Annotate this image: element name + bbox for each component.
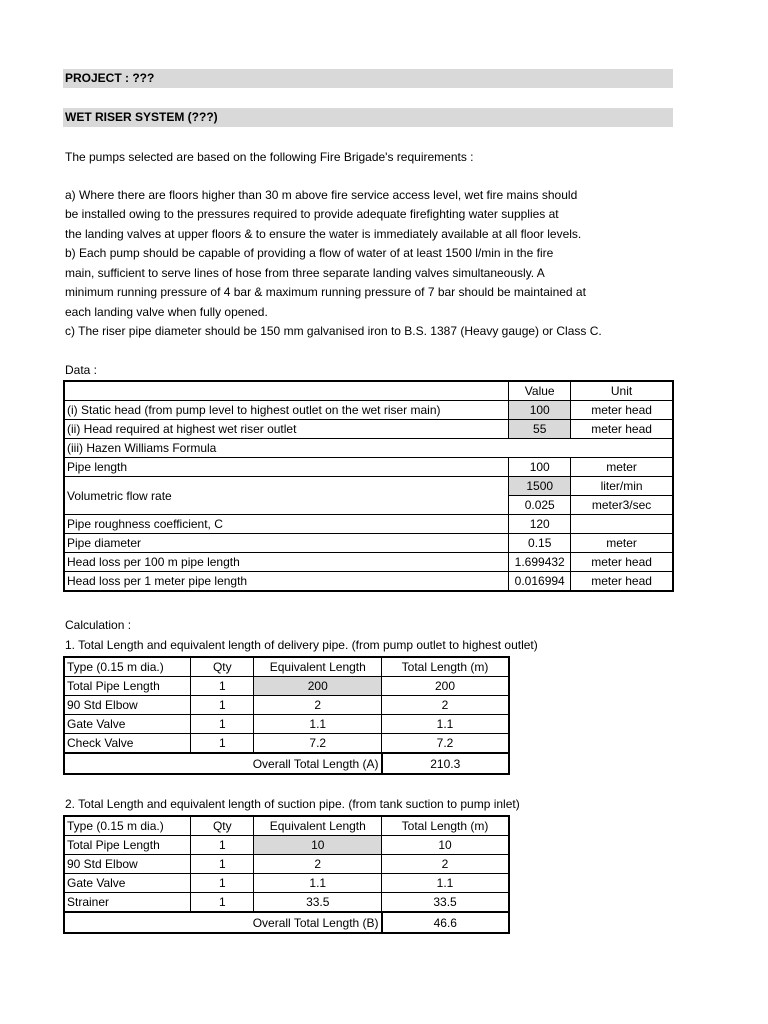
cell-total: 7.2: [382, 734, 509, 754]
calculation-label: Calculation :: [65, 618, 132, 632]
col-header: Equivalent Length: [254, 657, 382, 677]
project-header: PROJECT : ???: [63, 69, 673, 88]
suction-table: [63, 815, 510, 934]
table-row: [64, 696, 509, 715]
cell-total: 1.1: [382, 715, 509, 734]
col-header-unit: Unit: [571, 381, 673, 401]
table-row: [64, 893, 509, 913]
row-unit: meter head: [571, 553, 673, 572]
row-value: 100: [509, 401, 571, 420]
cell-equiv: 33.5: [254, 893, 382, 913]
cell-equiv: 1.1: [254, 715, 382, 734]
cell-type: Gate Valve: [64, 715, 191, 734]
table-row: [64, 477, 673, 496]
cell-type: Strainer: [64, 893, 191, 913]
col-header: Total Length (m): [382, 816, 509, 836]
table-row: [64, 677, 509, 696]
row-value: 0.025: [509, 496, 571, 515]
table-row: [64, 381, 673, 401]
cell-qty: 1: [191, 734, 254, 754]
requirement-line: minimum running pressure of 4 bar & maximum running pressure of 7 bar should be maintained at: [65, 285, 586, 299]
row-unit: meter: [571, 534, 673, 553]
row-value: 1500: [509, 477, 571, 496]
cell-qty: 1: [191, 874, 254, 893]
row-label: Pipe length: [64, 458, 509, 477]
table-row: [64, 753, 509, 774]
total-value: 210.3: [382, 753, 509, 774]
col-header-value: Value: [509, 381, 571, 401]
cell-qty: 1: [191, 855, 254, 874]
row-value: 120: [509, 515, 571, 534]
cell-qty: 1: [191, 836, 254, 855]
row-label: (iii) Hazen Williams Formula: [64, 439, 673, 458]
row-label: Pipe diameter: [64, 534, 509, 553]
col-header: Type (0.15 m dia.): [64, 657, 191, 677]
table-row: [64, 912, 509, 933]
system-header: WET RISER SYSTEM (???): [63, 108, 673, 127]
table-row: [64, 515, 673, 534]
cell-equiv: 1.1: [254, 874, 382, 893]
data-table: [63, 380, 674, 592]
row-unit: meter3/sec: [571, 496, 673, 515]
cell-qty: 1: [191, 715, 254, 734]
row-value: 0.15: [509, 534, 571, 553]
data-label: Data :: [65, 363, 98, 377]
row-value: 55: [509, 420, 571, 439]
table-row: [64, 553, 673, 572]
row-value: 0.016994: [509, 572, 571, 592]
table-row: [64, 734, 509, 754]
table-row: [64, 401, 673, 420]
cell-equiv: 7.2: [254, 734, 382, 754]
suction-title: 2. Total Length and equivalent length of suction pipe. (from tank suction to pump inlet): [65, 797, 520, 811]
table-row: [64, 836, 509, 855]
delivery-title: 1. Total Length and equivalent length of delivery pipe. (from pump outlet to highest outlet): [65, 638, 538, 652]
table-row: [64, 439, 673, 458]
cell-qty: 1: [191, 696, 254, 715]
row-value: 100: [509, 458, 571, 477]
cell-qty: 1: [191, 893, 254, 913]
row-label: Head loss per 1 meter pipe length: [64, 572, 509, 592]
table-row: [64, 816, 509, 836]
table-row: [64, 458, 673, 477]
col-header: Total Length (m): [382, 657, 509, 677]
row-label: Pipe roughness coefficient, C: [64, 515, 509, 534]
delivery-table: [63, 656, 510, 775]
cell-total: 1.1: [382, 874, 509, 893]
requirement-line: b) Each pump should be capable of providing a flow of water of at least 1500 l/min in the fire: [65, 246, 554, 260]
col-header: Type (0.15 m dia.): [64, 816, 191, 836]
cell-total: 2: [382, 696, 509, 715]
requirement-line: the landing valves at upper floors & to ensure the water is immediately available at all floor levels.: [65, 227, 582, 241]
table-row: [64, 874, 509, 893]
table-row: [64, 420, 673, 439]
table-row: [64, 657, 509, 677]
row-label: Volumetric flow rate: [64, 477, 509, 515]
row-unit: meter head: [571, 572, 673, 592]
row-unit: liter/min: [571, 477, 673, 496]
cell-equiv: 2: [254, 855, 382, 874]
cell-type: Total Pipe Length: [64, 836, 191, 855]
requirement-line: main, sufficient to serve lines of hose from three separate landing valves simultaneously. A: [65, 266, 545, 280]
col-header: Equivalent Length: [254, 816, 382, 836]
row-unit: [571, 515, 673, 534]
table-row: [64, 572, 673, 592]
row-label: (i) Static head (from pump level to highest outlet on the wet riser main): [64, 401, 509, 420]
col-header: Qty: [191, 657, 254, 677]
cell-type: Check Valve: [64, 734, 191, 754]
cell-equiv: 10: [254, 836, 382, 855]
total-label: Overall Total Length (B): [64, 912, 382, 933]
row-value: 1.699432: [509, 553, 571, 572]
cell-type: Gate Valve: [64, 874, 191, 893]
cell-total: 33.5: [382, 893, 509, 913]
total-label: Overall Total Length (A): [64, 753, 382, 774]
row-unit: meter head: [571, 401, 673, 420]
col-header: Qty: [191, 816, 254, 836]
table-row: [64, 855, 509, 874]
total-value: 46.6: [382, 912, 509, 933]
table-row: [64, 534, 673, 553]
cell-type: 90 Std Elbow: [64, 855, 191, 874]
cell-total: 2: [382, 855, 509, 874]
table-row: [64, 715, 509, 734]
cell-total: 10: [382, 836, 509, 855]
cell-total: 200: [382, 677, 509, 696]
row-label: Head loss per 100 m pipe length: [64, 553, 509, 572]
cell-equiv: 200: [254, 677, 382, 696]
row-unit: meter: [571, 458, 673, 477]
cell-type: Total Pipe Length: [64, 677, 191, 696]
requirement-line: c) The riser pipe diameter should be 150 mm galvanised iron to B.S. 1387 (Heavy gauge) or Class C.: [65, 324, 602, 338]
intro-text: The pumps selected are based on the following Fire Brigade's requirements :: [65, 150, 474, 164]
cell-equiv: 2: [254, 696, 382, 715]
requirement-line: be installed owing to the pressures required to provide adequate firefighting water supplies at: [65, 207, 559, 221]
cell-qty: 1: [191, 677, 254, 696]
requirement-line: a) Where there are floors higher than 30 m above fire service access level, wet fire mains should: [65, 188, 578, 202]
requirement-line: each landing valve when fully opened.: [65, 305, 268, 319]
row-label: (ii) Head required at highest wet riser outlet: [64, 420, 509, 439]
row-unit: meter head: [571, 420, 673, 439]
cell-type: 90 Std Elbow: [64, 696, 191, 715]
